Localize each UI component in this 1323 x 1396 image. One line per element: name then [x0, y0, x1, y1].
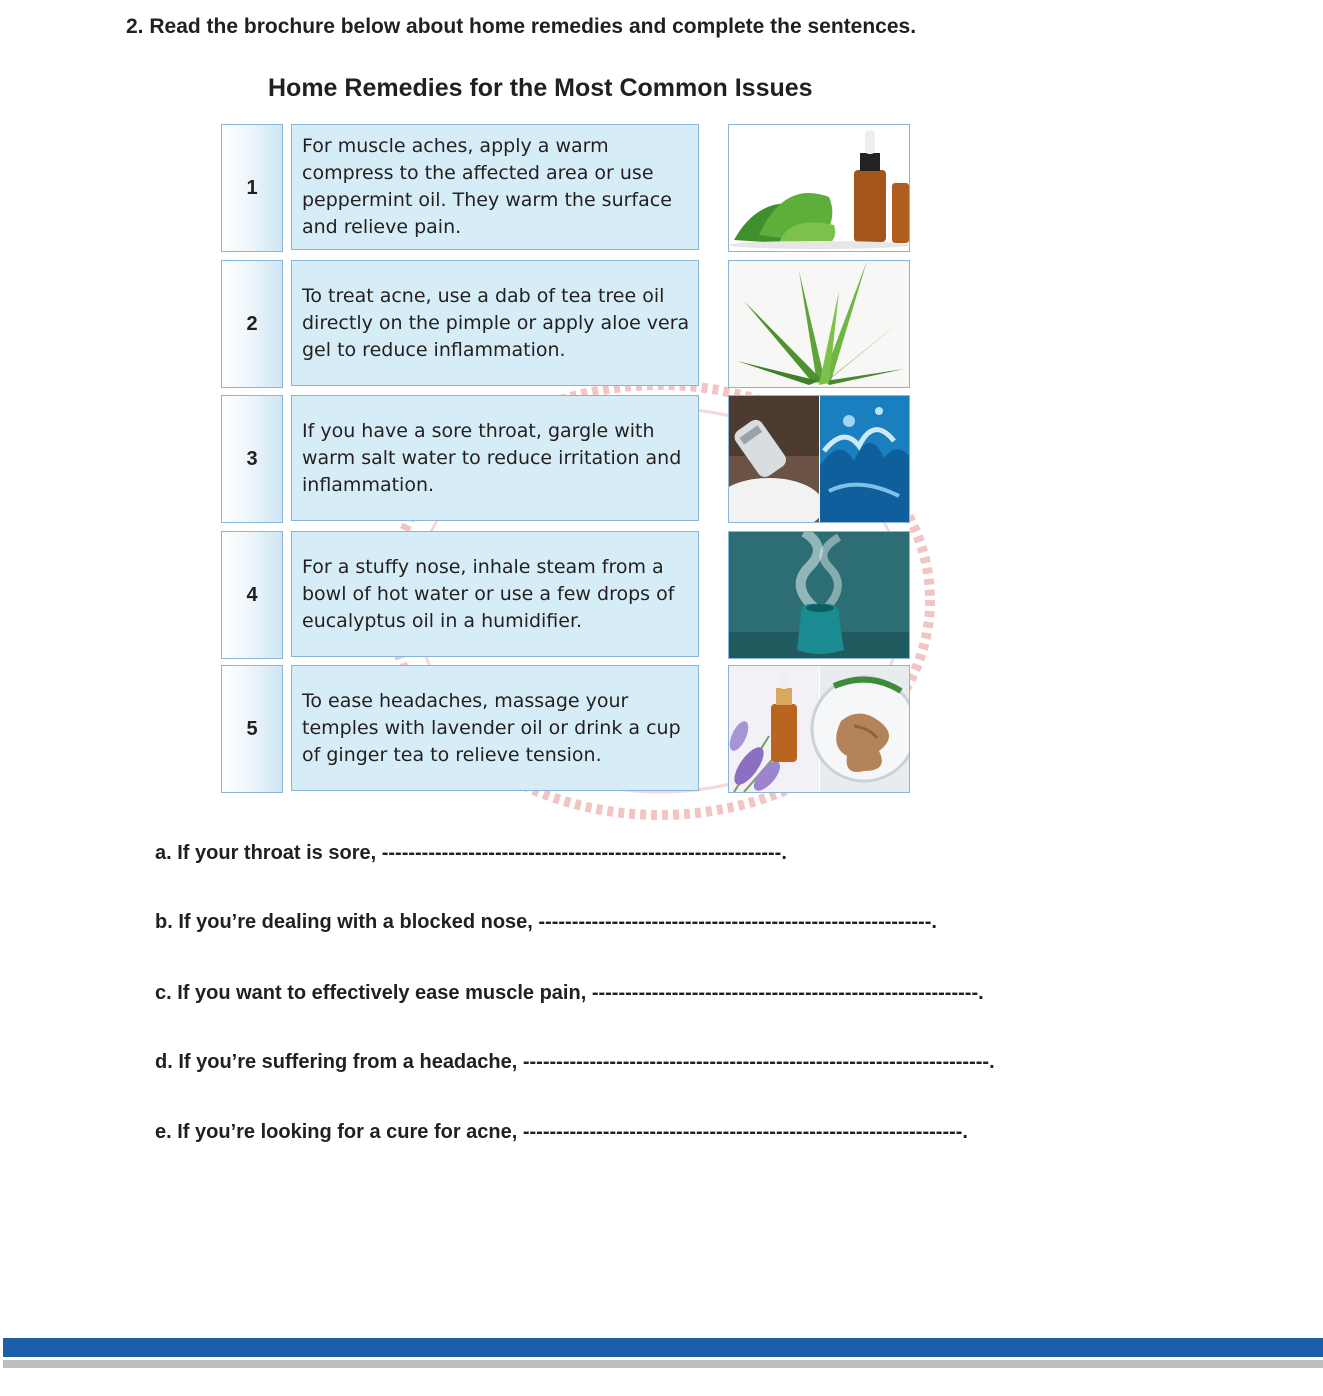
- remedy-text: To ease headaches, massage your temples with lavender oil or drink a cup of ginger tea to relieve tension.: [291, 665, 699, 791]
- brochure-title: Home Remedies for the Most Common Issues: [268, 74, 813, 102]
- remedy-row-2: [221, 260, 911, 390]
- footer-bar-blue: [3, 1338, 1323, 1357]
- question-d: d. If you’re suffering from a headache, ----------------------------------------------------------------------.: [155, 1051, 995, 1073]
- salt-and-water-photo: [728, 395, 910, 523]
- remedy-row-1: [221, 124, 911, 254]
- remedy-row-4: [221, 531, 911, 661]
- row-number: 4: [221, 531, 283, 659]
- row-number: 2: [221, 260, 283, 388]
- footer-bar-grey: [3, 1360, 1323, 1368]
- row-number: 1: [221, 124, 283, 252]
- instruction-heading: 2. Read the brochure below about home remedies and complete the sentences.: [126, 15, 917, 38]
- remedy-text: For a stuffy nose, inhale steam from a bowl of hot water or use a few drops of eucalyptus oil in a humidifier.: [291, 531, 699, 657]
- humidifier-steam-photo: [728, 531, 910, 659]
- row-number: 3: [221, 395, 283, 523]
- remedy-text: For muscle aches, apply a warm compress to the affected area or use peppermint oil. They warm the surface and relieve pain.: [291, 124, 699, 250]
- question-c: c. If you want to effectively ease muscle pain, ----------------------------------------------------------.: [155, 982, 984, 1004]
- question-b: b. If you’re dealing with a blocked nose, -----------------------------------------------------------.: [155, 911, 937, 933]
- question-a: a. If your throat is sore, ------------------------------------------------------------.: [155, 842, 787, 864]
- remedy-row-3: [221, 395, 911, 525]
- row-number: 5: [221, 665, 283, 793]
- question-e: e. If you’re looking for a cure for acne, ------------------------------------------------------------------.: [155, 1121, 968, 1143]
- peppermint-oil-photo: [728, 124, 910, 252]
- remedy-row-5: [221, 665, 911, 795]
- remedy-text: If you have a sore throat, gargle with warm salt water to reduce irritation and inflammation.: [291, 395, 699, 521]
- aloe-vera-photo: [728, 260, 910, 388]
- lavender-and-ginger-photo: [728, 665, 910, 793]
- remedy-text: To treat acne, use a dab of tea tree oil directly on the pimple or apply aloe vera gel to reduce inflammation.: [291, 260, 699, 386]
